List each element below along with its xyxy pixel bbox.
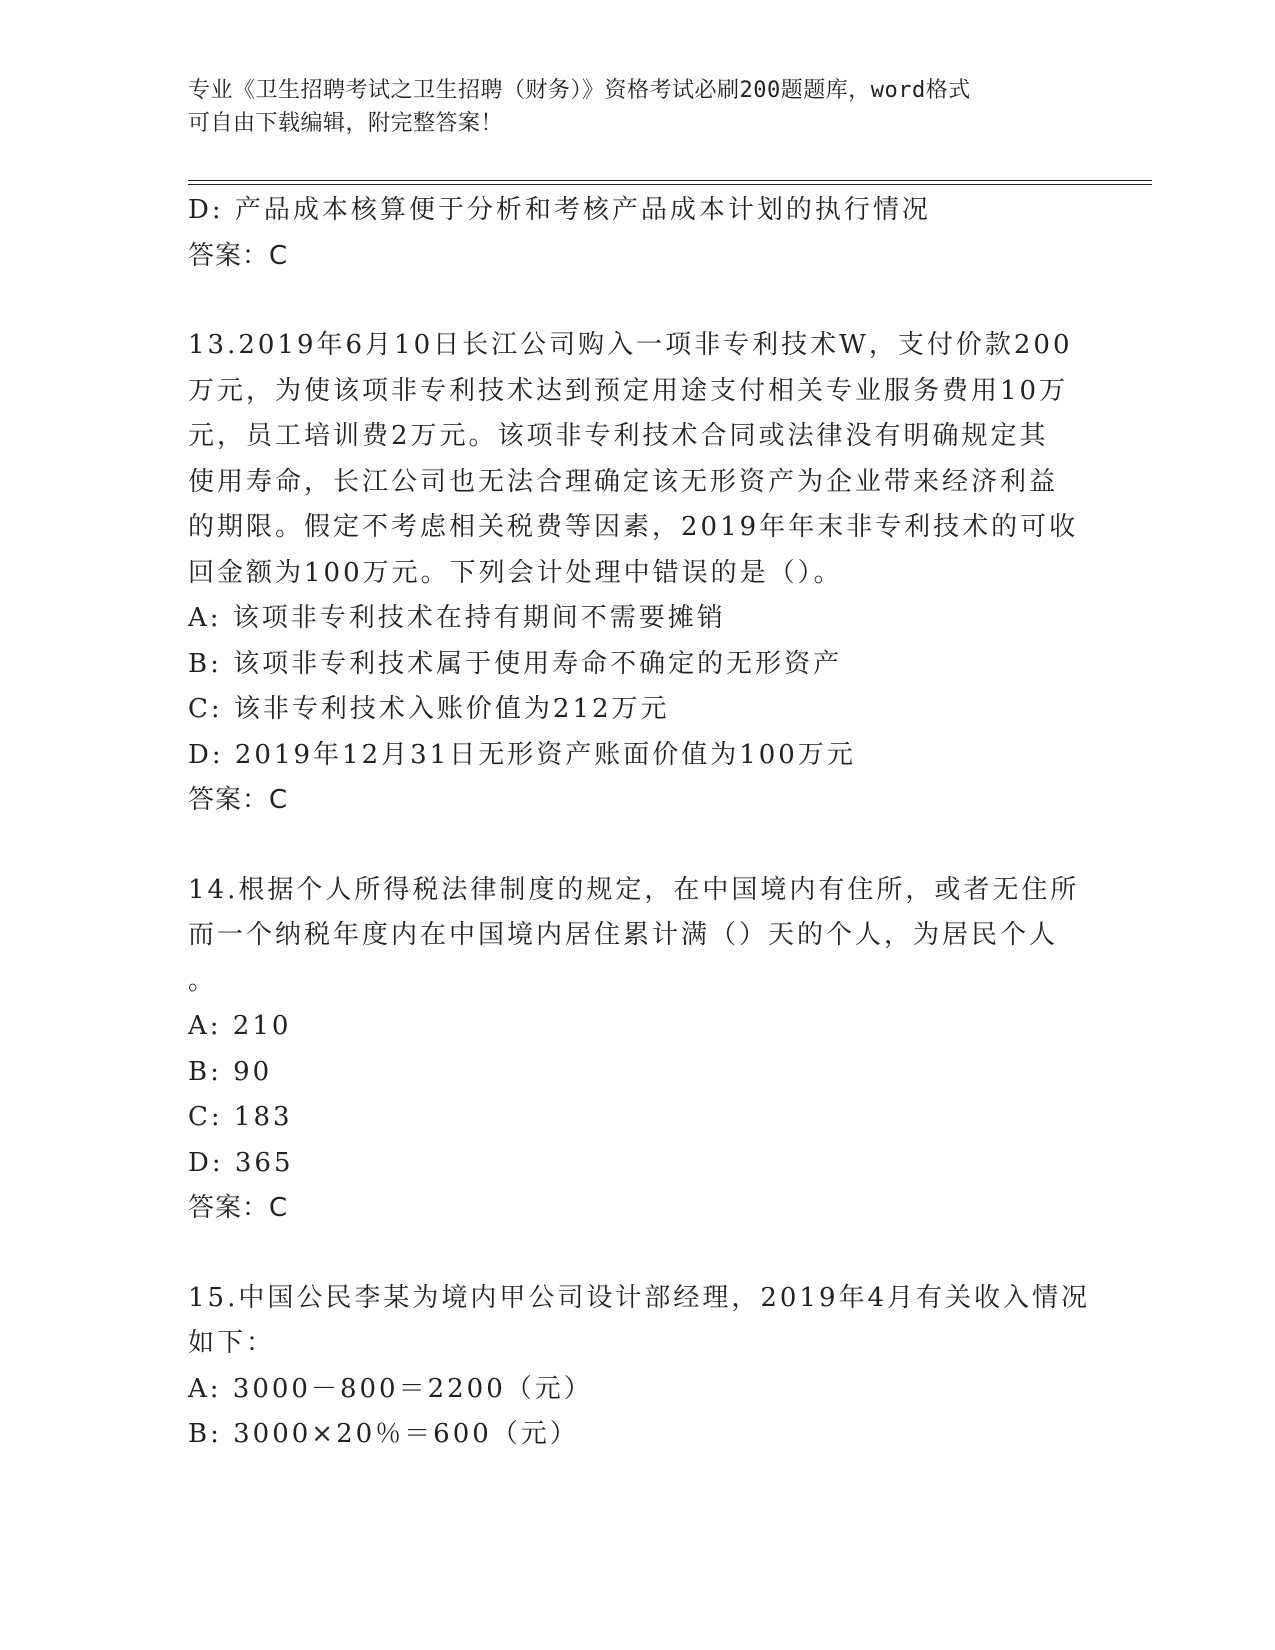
question-stem-line: 14.根据个人所得税法律制度的规定，在中国境内有住所，或者无住所	[188, 874, 1080, 905]
option-d: D: 产品成本核算便于分析和考核产品成本计划的执行情况	[188, 195, 931, 225]
question-stem-line: 而一个纳税年度内在中国境内居住累计满（）天的个人，为居民个人	[188, 920, 1059, 950]
question-stem-line: 。	[188, 965, 218, 996]
spacer	[188, 824, 1088, 868]
question-stem-line: 的期限。假定不考虑相关税费等因素，2019年年末非专利技术的可收	[188, 512, 1079, 542]
option-b: B: 3000×20％＝600（元）	[188, 1419, 579, 1449]
option-d: D: 365	[188, 1147, 294, 1178]
header-line-2: 可自由下载编辑，附完整答案！	[188, 111, 504, 136]
option-a: A: 该项非专利技术在持有期间不需要摊销	[188, 603, 726, 633]
answer-label: 答案：C	[188, 785, 289, 815]
option-a: A: 3000－800＝2200（元）	[188, 1373, 593, 1404]
answer-label: 答案：C	[188, 1193, 289, 1223]
header-line-1: 专业《卫生招聘考试之卫生招聘（财务）》资格考试必刷200题题库，word格式	[188, 78, 971, 103]
question-stem-line: 13.2019年6月10日长江公司购入一项非专利技术W，支付价款200	[188, 330, 1073, 360]
question-stem-line: 回金额为100万元。下列会计处理中错误的是（）。	[188, 557, 843, 588]
spacer	[188, 279, 1088, 323]
question-stem-line: 元，员工培训费2万元。该项非专利技术合同或法律没有明确规定其	[188, 421, 1049, 451]
question-stem-line: 万元，为使该项非专利技术达到预定用途支付相关专业服务费用10万	[188, 375, 1069, 406]
answer-label: 答案：C	[188, 240, 289, 271]
option-d: D: 2019年12月31日无形资产账面价值为100万元	[188, 739, 856, 770]
document-header	[188, 74, 1068, 140]
question-stem-line: 如下：	[188, 1328, 276, 1358]
option-c: C: 183	[188, 1102, 293, 1132]
header-divider-top	[188, 180, 1152, 181]
question-14	[188, 868, 1088, 1232]
header-divider-bottom	[188, 184, 1152, 185]
option-b: B: 90	[188, 1056, 273, 1087]
option-a: A: 210	[188, 1011, 292, 1041]
question-stem-line: 15.中国公民李某为境内甲公司设计部经理，2019年4月有关收入情况	[188, 1282, 1091, 1313]
option-c: C: 该非专利技术入账价值为212万元	[188, 694, 670, 724]
question-13	[188, 323, 1088, 824]
option-b: B: 该项非专利技术属于使用寿命不确定的无形资产	[188, 648, 843, 679]
spacer	[188, 1232, 1088, 1276]
question-stem-line: 使用寿命，长江公司也无法合理确定该无形资产为企业带来经济利益	[188, 466, 1059, 497]
prev-question	[188, 188, 1088, 279]
question-15	[188, 1276, 1091, 1458]
document-body	[188, 188, 1091, 1458]
